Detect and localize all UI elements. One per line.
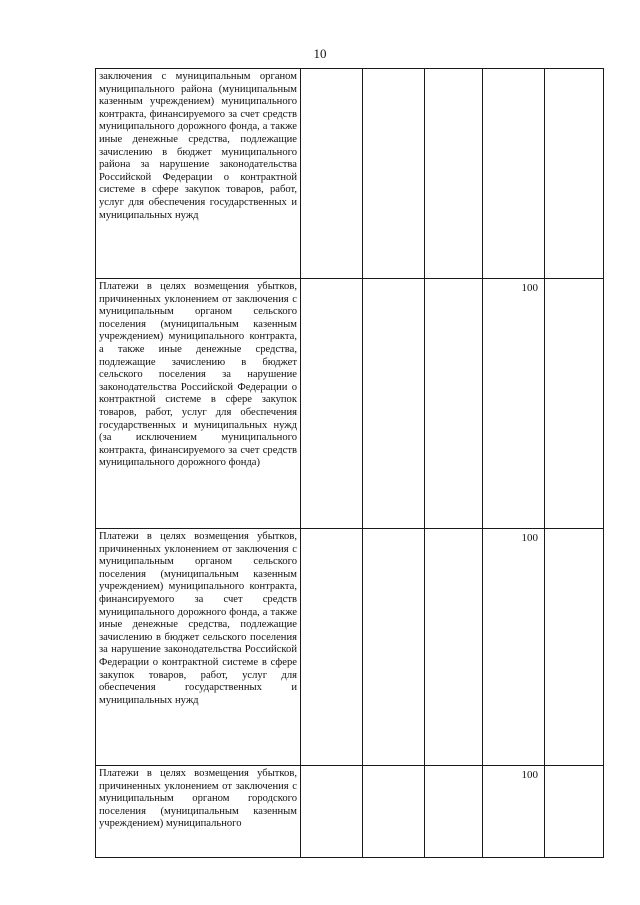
row-value: 100 — [483, 766, 545, 858]
empty-cell — [363, 766, 425, 858]
empty-cell — [425, 279, 483, 529]
row-description: Платежи в целях возмещения убытков, причиненных уклонением от заключения с муниципальным органом городского поселения (муниципальным казенным учреждением) муниципального — [96, 766, 301, 858]
table-row — [96, 529, 604, 766]
row-description: Платежи в целях возмещения убытков, причиненных уклонением от заключения с муниципальным органом сельского поселения (муниципальным казенным учреждением) муниципального контракта, финансируемого за счет средств муниципального дорожного фонда, а также иные денежные средства, подлежащие зачислению в бюджет сельского поселения за нарушение законодательства Российской Федерации о контрактной системе в сфере закупок товаров, работ, услуг для обеспечения государственных и муниципальных нужд — [96, 529, 301, 766]
empty-cell — [301, 529, 363, 766]
empty-cell — [545, 279, 604, 529]
empty-cell — [301, 766, 363, 858]
table-row — [96, 766, 604, 858]
row-description: заключения с муниципальным органом муниципального района (муниципальным казенным учреждением) муниципального контракта, финансируемого за счет средств муниципального дорожного фонда, а также иные денежные средства, подлежащие зачислению в бюджет муниципального района за нарушение законодательства Российской Федерации о контрактной системе в сфере закупок товаров, работ, услуг для обеспечения государственных и муниципальных нужд — [96, 69, 301, 279]
row-value: 100 — [483, 279, 545, 529]
table-row — [96, 69, 604, 279]
row-description: Платежи в целях возмещения убытков, причиненных уклонением от заключения с муниципальным органом сельского поселения (муниципальным казенным учреждением) муниципального контракта, а также иные денежные средства, подлежащие зачислению в бюджет сельского поселения за нарушение законодательства Российской Федерации о контрактной системе в сфере закупок товаров, работ, услуг для обеспечения государственных и муниципальных нужд (за исключением муниципального контракта, финансируемого за счет средств муниципального дорожного фонда) — [96, 279, 301, 529]
empty-cell — [545, 766, 604, 858]
empty-cell — [363, 279, 425, 529]
empty-cell — [545, 529, 604, 766]
empty-cell — [363, 529, 425, 766]
empty-cell — [545, 69, 604, 279]
table-row — [96, 279, 604, 529]
page-number: 10 — [313, 46, 327, 61]
empty-cell — [425, 529, 483, 766]
empty-cell — [363, 69, 425, 279]
row-value: 100 — [483, 529, 545, 766]
empty-cell — [425, 69, 483, 279]
revenue-table — [95, 68, 604, 858]
empty-cell — [301, 279, 363, 529]
empty-cell — [301, 69, 363, 279]
empty-cell — [425, 766, 483, 858]
row-value — [483, 69, 545, 279]
